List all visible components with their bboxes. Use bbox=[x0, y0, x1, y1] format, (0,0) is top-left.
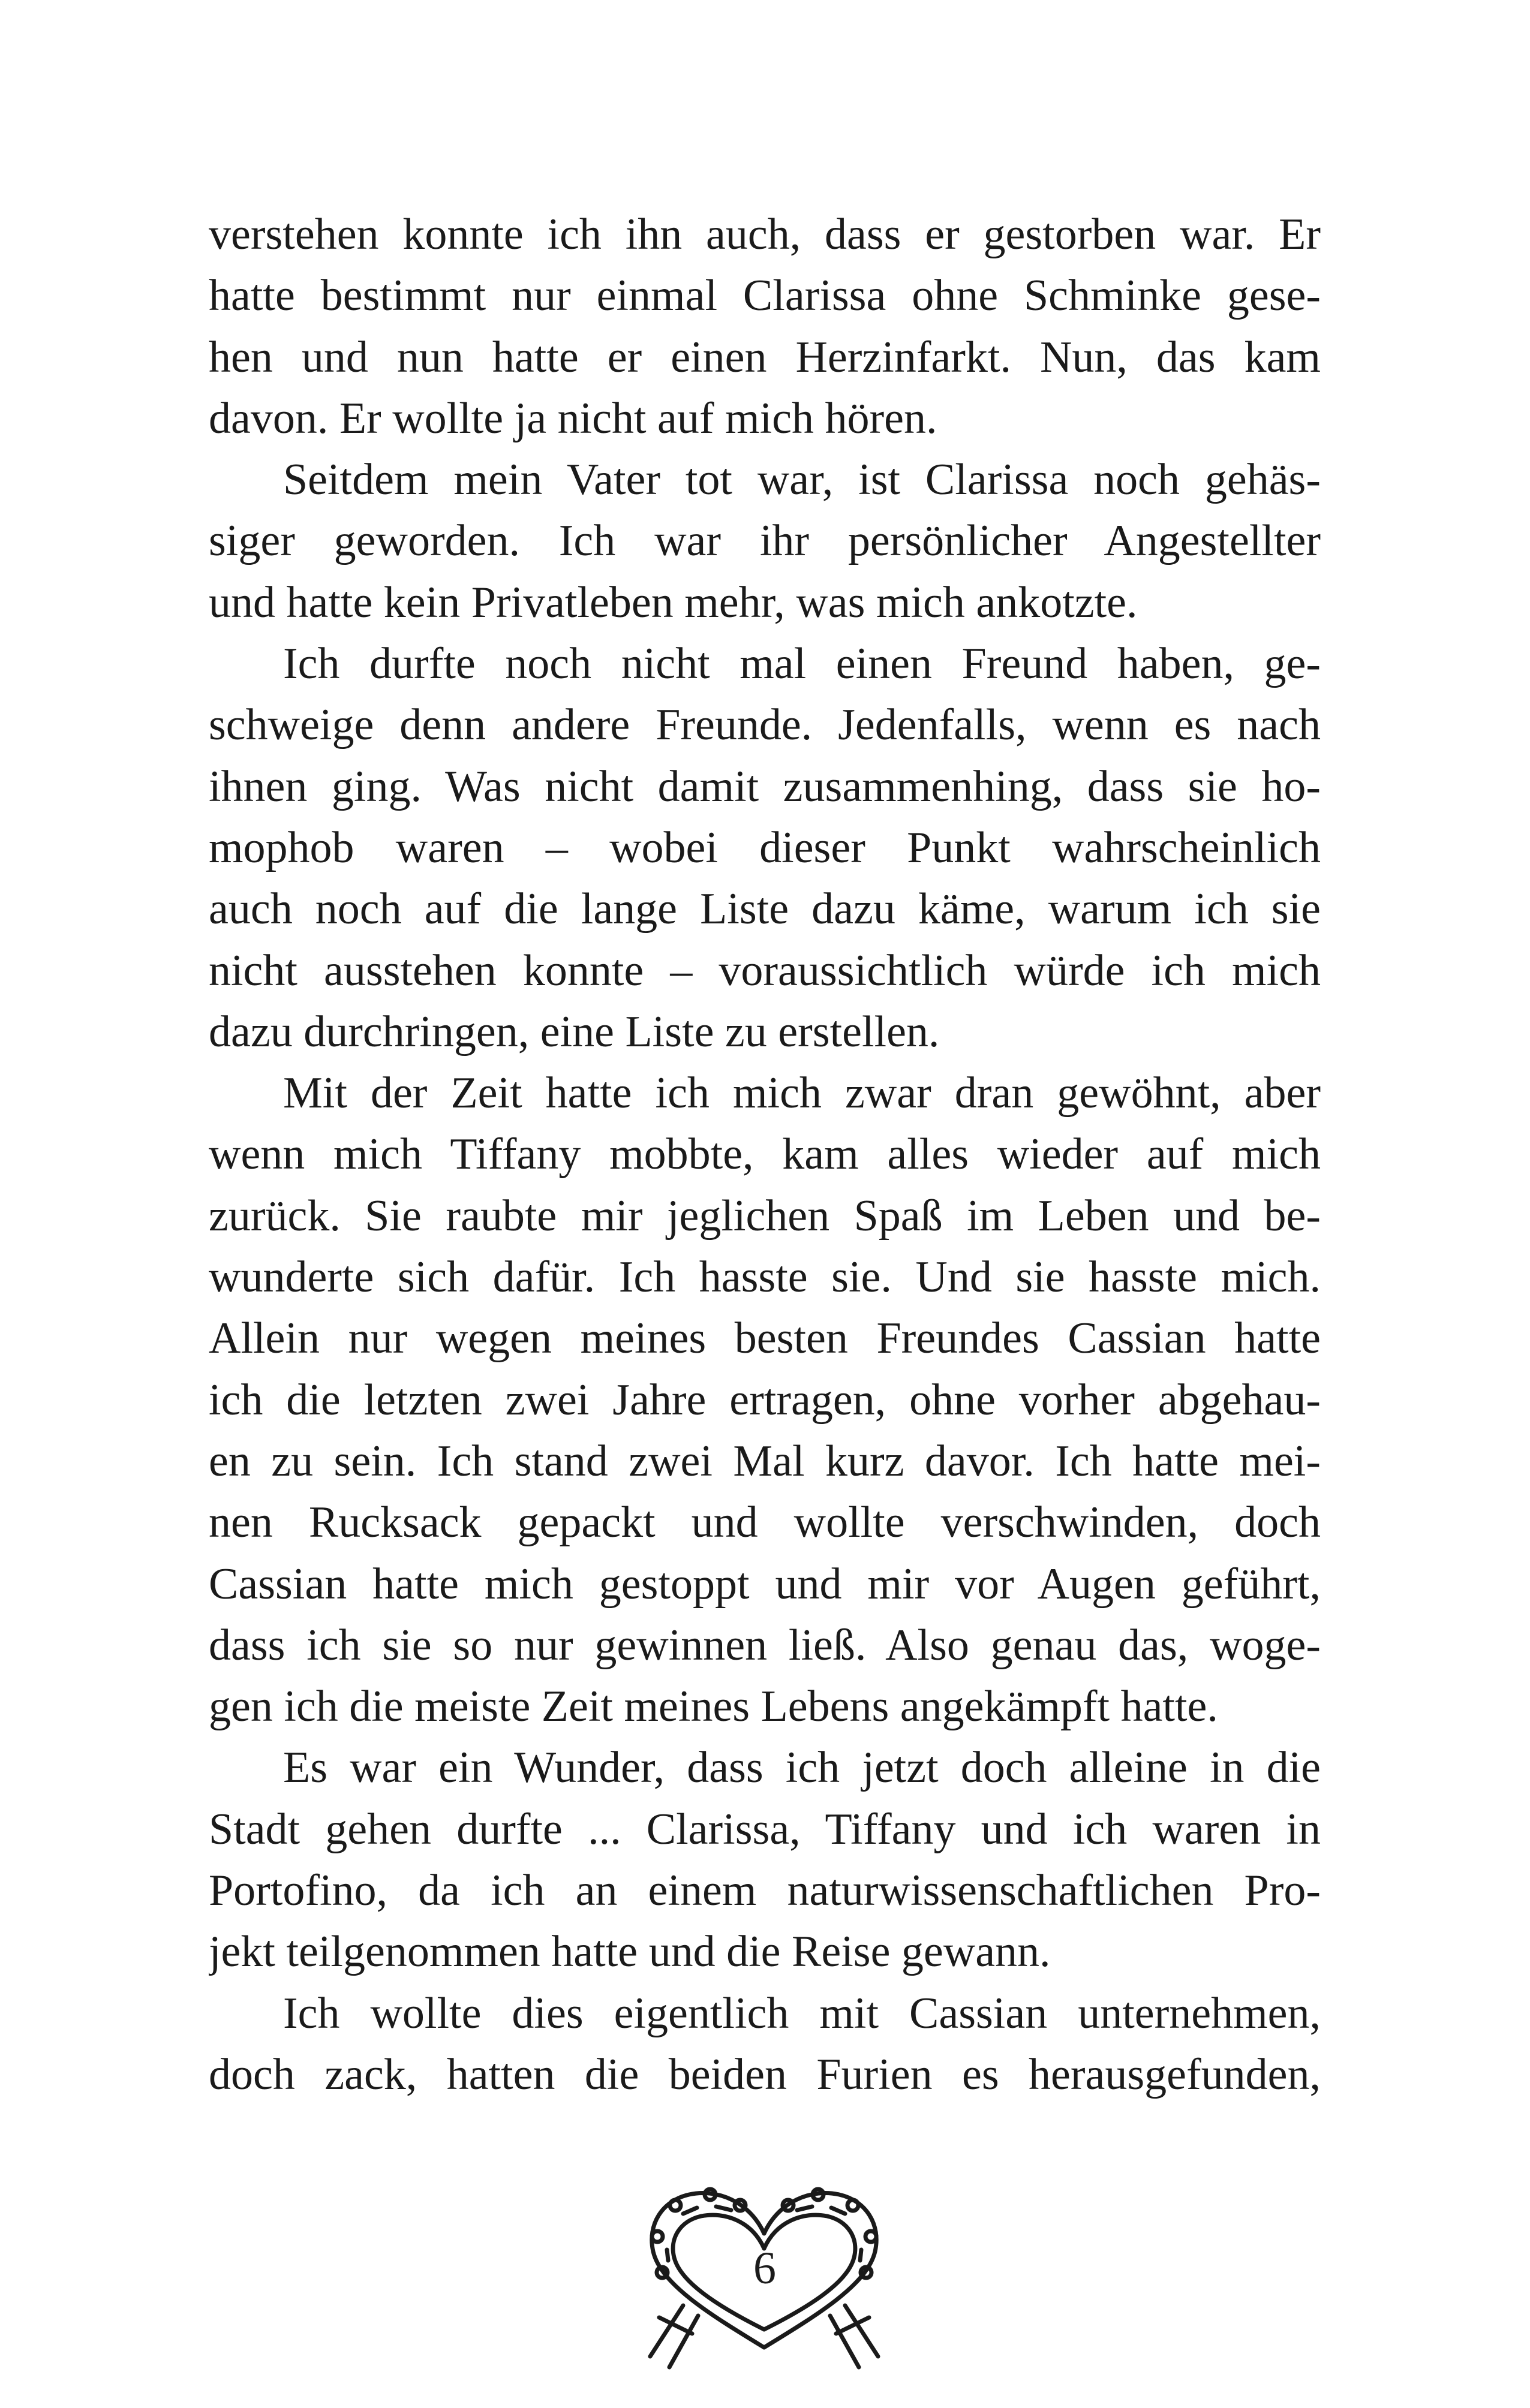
text-line: gen ich die meiste Zeit meines Lebens angekämpft hatte. bbox=[209, 1682, 1218, 1732]
text-line: Cassian hatte mich gestoppt und mir vor Augen geführt, bbox=[209, 1559, 1321, 1609]
text-line: ich die letzten zwei Jahre ertragen, ohne vorher abgehau- bbox=[209, 1375, 1321, 1425]
text-line: nen Rucksack gepackt und wollte verschwinden, doch bbox=[209, 1498, 1321, 1548]
body-text bbox=[209, 204, 1321, 2105]
text-line: Portofino, da ich an einem naturwissenschaftlichen Pro- bbox=[209, 1866, 1321, 1916]
text-line: dazu durchringen, eine Liste zu erstellen. bbox=[209, 1007, 940, 1056]
text-line: davon. Er wollte ja nicht auf mich hören. bbox=[209, 393, 937, 443]
text-line: Stadt gehen durfte ... Clarissa, Tiffany und ich waren in bbox=[209, 1804, 1321, 1854]
text-line: ihnen ging. Was nicht damit zusammenhing, dass sie ho- bbox=[209, 761, 1321, 811]
text-line: mophob waren – wobei dieser Punkt wahrscheinlich bbox=[209, 823, 1321, 872]
text-line: und hatte kein Privatleben mehr, was mich ankotzte. bbox=[209, 577, 1138, 627]
text-line: hatte bestimmt nur einmal Clarissa ohne Schminke gese- bbox=[209, 271, 1321, 321]
text-line: jekt teilgenommen hatte und die Reise gewann. bbox=[209, 1927, 1051, 1977]
text-line: Ich wollte dies eigentlich mit Cassian unternehmen, bbox=[283, 1988, 1321, 2038]
text-line: Ich durfte noch nicht mal einen Freund haben, ge- bbox=[283, 639, 1321, 689]
text-line: dass ich sie so nur gewinnen ließ. Also genau das, woge- bbox=[209, 1620, 1321, 1670]
text-line: verstehen konnte ich ihn auch, dass er gestorben war. Er bbox=[209, 210, 1321, 259]
text-line: nicht ausstehen konnte – voraussichtlich würde ich mich bbox=[209, 946, 1321, 995]
text-line: siger geworden. Ich war ihr persönlicher Angestellter bbox=[209, 516, 1321, 566]
text-line: Es war ein Wunder, dass ich jetzt doch alleine in die bbox=[283, 1743, 1321, 1793]
text-line: wenn mich Tiffany mobbte, kam alles wieder auf mich bbox=[209, 1130, 1321, 1179]
text-line: schweige denn andere Freunde. Jedenfalls, wenn es nach bbox=[209, 700, 1321, 750]
text-line: wunderte sich dafür. Ich hasste sie. Und sie hasste mich. bbox=[209, 1253, 1321, 1302]
text-line: Allein nur wegen meines besten Freundes Cassian hatte bbox=[209, 1314, 1321, 1363]
text-line: auch noch auf die lange Liste dazu käme, warum ich sie bbox=[209, 884, 1321, 934]
text-line: zurück. Sie raubte mir jeglichen Spaß im Leben und be- bbox=[209, 1191, 1321, 1241]
text-line: Mit der Zeit hatte ich mich zwar dran gewöhnt, aber bbox=[283, 1068, 1321, 1118]
text-line: doch zack, hatten die beiden Furien es herausgefunden, bbox=[209, 2049, 1321, 2099]
text-line: Seitdem mein Vater tot war, ist Clarissa noch gehäs- bbox=[283, 455, 1321, 505]
text-line: hen und nun hatte er einen Herzinfarkt. Nun, das kam bbox=[209, 332, 1321, 382]
text-line: en zu sein. Ich stand zwei Mal kurz davor. Ich hatte mei- bbox=[209, 1436, 1321, 1486]
page-number: 6 bbox=[753, 2243, 776, 2293]
